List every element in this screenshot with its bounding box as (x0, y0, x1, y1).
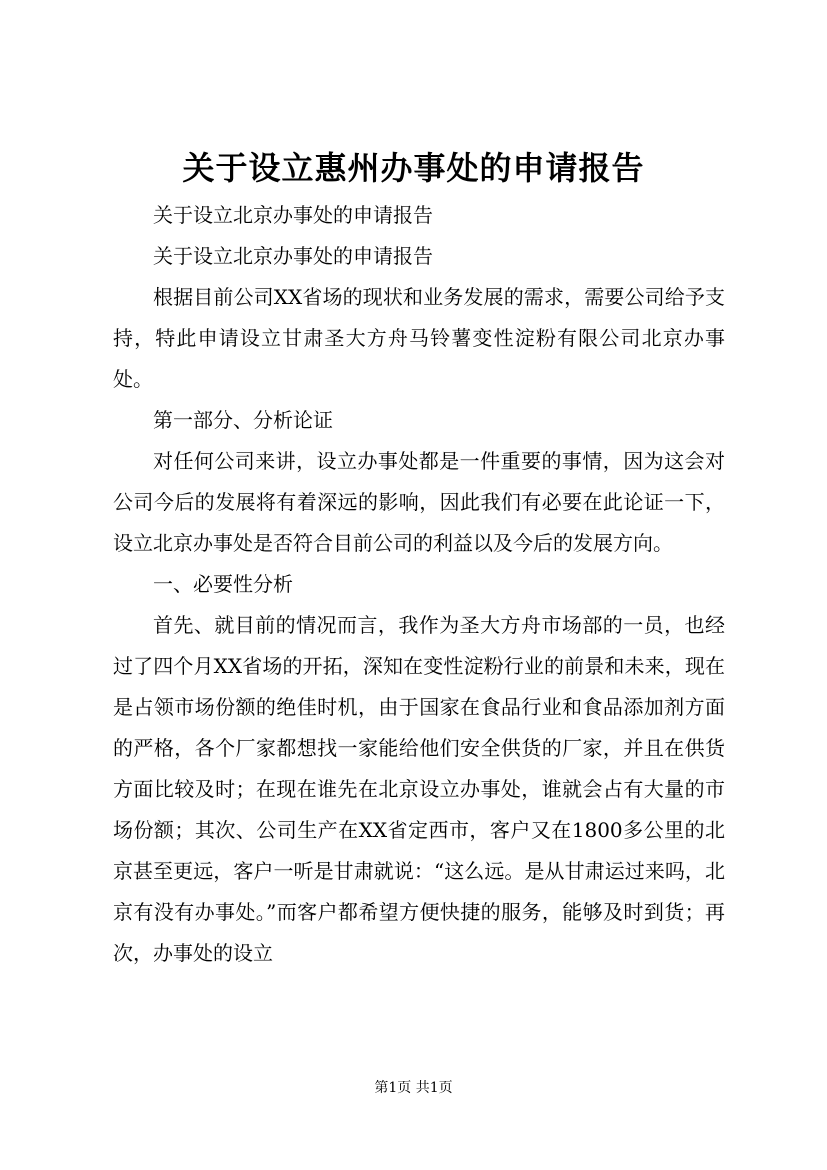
paragraph: 关于设立北京办事处的申请报告 (153, 244, 433, 268)
document-body (113, 195, 725, 974)
page-footer: 第1页 共1页 (374, 1080, 453, 1096)
paragraph: 根据目前公司XX省场的现状和业务发展的需求，需要公司给予支持，特此申请设立甘肃圣大方舟马铃薯变性淀粉有限公司北京办事处。 (113, 285, 725, 391)
section-heading: 第一部分、分析论证 (153, 408, 333, 432)
document-title: 关于设立惠州办事处的申请报告 (182, 149, 645, 187)
paragraph: 关于设立北京办事处的申请报告 (153, 203, 433, 227)
paragraph: 对任何公司来讲，设立办事处都是一件重要的事情，因为这会对公司今后的发展将有着深远的影响，因此我们有必要在此论证一下，设立北京办事处是否符合目前公司的利益以及今后的发展方向。 (113, 449, 725, 555)
subsection-heading: 一、必要性分析 (153, 572, 293, 596)
paragraph: 首先、就目前的情况而言，我作为圣大方舟市场部的一员，也经过了四个月XX省场的开拓，深知在变性淀粉行业的前景和未来，现在是占领市场份额的绝佳时机，由于国家在食品行业和食品添加剂方面的严格，各个厂家都想找一家能给他们安全供货的厂家，并且在供货方面比较及时；在现在谁先在北京设立办事处，谁就会占有大量的市场份额；其次、公司生产在XX省定西市，客户又在1800多公里的北京甚至更远，客户一听是甘肃就说：“这么远。是从甘肃运过来吗，北京有没有办事处。”而客户都希望方便快捷的服务，能够及时到货；再次，办事处的设立 (113, 613, 725, 965)
